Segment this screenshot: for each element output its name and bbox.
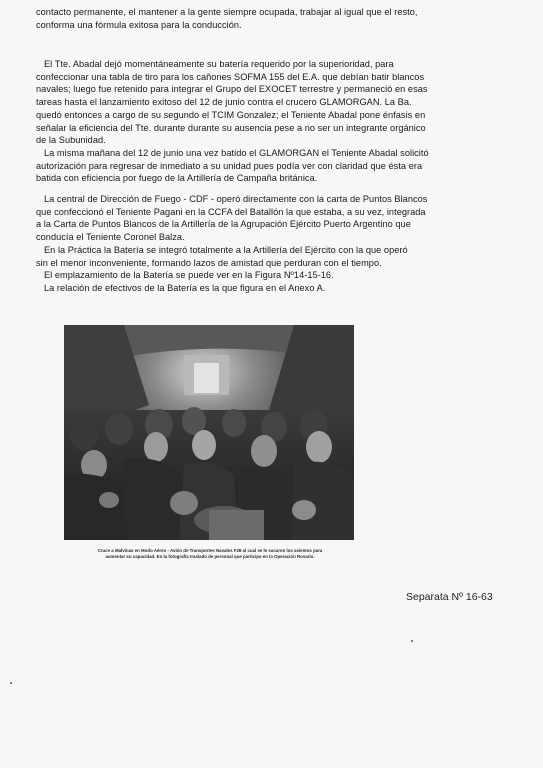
text-line: señalar la eficiencia del Tte. durante durante su ausencia pese a no ser un integrante orgánico (36, 122, 426, 133)
text-line: confeccionar una tabla de tiro para los cañones SOFMA 155 del E.A. que debían batir blancos (36, 71, 425, 82)
text-line: de la Subunidad. (36, 135, 106, 146)
text-line: batida con eficiencia por fuego de la Artillería de Campaña británica. (36, 173, 318, 184)
text-line: contacto permanente, el mantener a la gente siempre ocupada, trabajar al igual que el resto, (36, 7, 418, 17)
text-line: El Tte. Abadal dejó momentáneamente su batería requerido por la superioridad, para (44, 59, 394, 69)
text-line: La central de Dirección de Fuego - CDF - operó directamente con la carta de Puntos Blancos (44, 194, 428, 204)
photo-caption (60, 548, 360, 560)
separata-label: Separata Nº 16-63 (406, 591, 493, 603)
text-line: En la Práctica la Batería se integró totalmente a la Artillería del Ejército con la que operó (44, 244, 408, 255)
text-line: navales; luego fue retenido para integrar el Grupo del EXOCET terrestre y permaneció en esas (36, 84, 428, 95)
caption-line-2: aumentar su capacidad. En la fotografía traslado de personal que participo en la Operación Rosario. (105, 554, 315, 560)
text-line: autorización para regresar de inmediato a su unidad pues podía ver con claridad que ésta era (36, 160, 423, 171)
caption-line-1: Cruce a Malvinas en Modo Aéreo - Avión de Transportes Navales F28 al cual se le sacaron los asientos para (97, 548, 323, 553)
text-line: quedó entonces a cargo de su segundo el TCIM Gonzalez; el Teniente Abadal pone énfasis en (36, 109, 426, 120)
text-line: tareas hasta el lanzamiento exitoso del 12 de junio contra el crucero GLAMORGAN. La Ba. (36, 97, 412, 108)
text-line: La misma mañana del 12 de junio una vez batido el GLAMORGAN el Teniente Abadal solicitó (44, 147, 429, 158)
text-line: La relación de efectivos de la Batería es la que figura en el Anexo A. (44, 282, 326, 293)
scan-speck (10, 682, 12, 684)
text-line: que confeccionó el Teniente Pagani en la CCFA del Batallón la que estaba, a su vez, integrada (36, 206, 426, 217)
text-line: conducía el Teniente Coronel Balza. (36, 232, 185, 243)
text-line: El emplazamiento de la Batería se puede ver en la Figura Nº14-15-16. (44, 270, 334, 281)
scan-speck (411, 640, 413, 642)
text-line: conforma una fórmula exitosa para la conducción. (36, 19, 242, 30)
text-line: sin el menor inconveniente, formando lazos de amistad que perduran con el tiempo. (36, 257, 382, 268)
text-line: a la Carta de Puntos Blancos de la Artillería de la Agrupación Ejército Puerto Argentino que (36, 219, 411, 230)
aircraft-cabin-photo (64, 325, 354, 540)
